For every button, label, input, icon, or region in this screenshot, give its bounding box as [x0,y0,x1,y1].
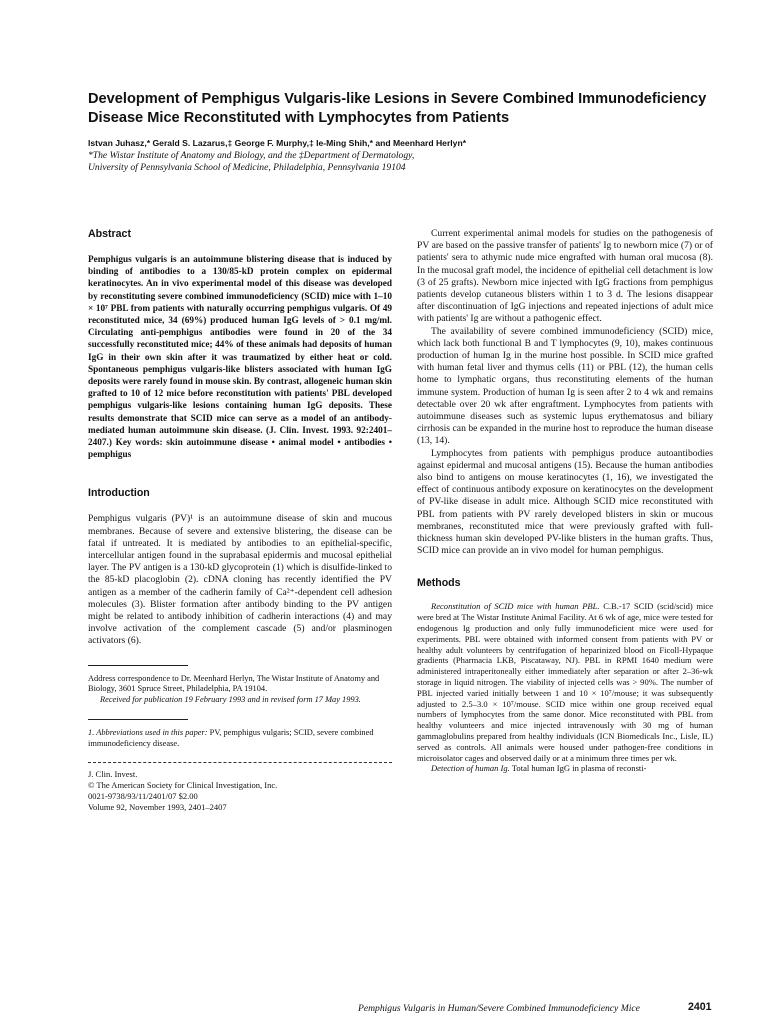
methods-heading: Methods [417,577,461,590]
methods-paragraph [417,601,713,763]
methods-text: Total human IgG in plasma of reconsti- [511,763,647,774]
abstract-heading: Abstract [88,228,131,240]
running-title: Pemphigus Vulgaris in Human/Severe Combined Immunodeficiency Mice [358,1003,640,1014]
methods-subheading: Detection of human Ig. [431,763,510,774]
abbreviations-note [88,728,392,749]
body-paragraph: Current experimental animal models for studies on the pathogenesis of PV are based on the passive transfer of patients' Ig to newborn mice (7) or of patients' sera to athymic nude mice engrafted with human oral mucosa (8). In the mucosal graft model, the incidence of epithelial cell detachment is low (3 of 25 grafts). Newborn mice injected with IgG fractions from pemphigus patients develop cutaneous blisters within 1 to 3 d. The lesions disappear after discontinuation of IgG injections and repeated injections of adult mice with patients' Ig are without a pathogenic effect. [417,228,713,325]
author-list: Istvan Juhasz,* Gerald S. Lazarus,‡ George F. Murphy,‡ Ie-Ming Shih,* and Meenhard Herlyn* [88,138,467,148]
right-column [417,228,713,774]
affiliation-line: *The Wistar Institute of Anatomy and Biology, and the ‡Department of Dermatology, [88,150,415,161]
left-column [88,228,392,813]
journal-info [88,769,392,813]
methods-subheading: Reconstitution of SCID mice with human PBL. [431,601,600,612]
paper-title: Development of Pemphigus Vulgaris-like Lesions in Severe Combined Immunodeficiency Disease Mice Reconstituted with Lymphocytes from Patients [88,91,707,126]
body-paragraph: Lymphocytes from patients with pemphigus produce autoantibodies against epidermal and mucosal antigens (15). Because the human antibodies also bind to antigens on mouse keratinocytes (1, 16), we investigated the effect of continuous antibody exposure on keratinocytes on the development of PV-like disease in adult mice. Although SCID mice reconstituted with PBL from patients with PV rarely developed blisters in skin or mucous membranes, reconstituted mice that were previously grafted with full-thickness human skin developed PV-like blisters in the human grafts. Thus, SCID mice can provide an in vivo model for human pemphigus. [417,447,713,557]
correspondence-note: Address correspondence to Dr. Meenhard Herlyn, The Wistar Institute of Anatomy and Biology, 3601 Spruce Street, Philadelphia, PA 19104. [88,673,380,694]
page-number: 2401 [688,1001,712,1013]
journal-line: © The American Society for Clinical Investigation, Inc. [88,779,278,790]
abbreviations-text: PV, pemphigus vulgaris; SCID, severe combined immunodeficiency disease. [88,728,374,749]
journal-line: 0021-9738/93/11/2401/07 $2.00 [88,790,198,801]
methods-paragraph [417,763,713,774]
introduction-heading: Introduction [88,487,150,500]
abbreviations-label: 1. Abbreviations used in this paper: [88,728,208,738]
methods-text: C.B.-17 SCID (scid/scid) mice were bred at The Wistar Institute Animal Facility. At 6 wk of age, mice were tested for endogenous Ig production and only fully immunodeficient mice were used for experiments. PBL were obtained with informed consent from patients with PV or healthy adult volunteers by centrifugation of heparinized blood on Ficoll-Hypaque gradients (Pharmacia LKB, Piscataway, NJ). PBL in RPMI 1640 medium were administered intraperitoneally either immediately after separation or after 2–36-wk storage in liquid nitrogen. The viability of injected cells was > 90%. The number of PBL injected varied initially between 1 and 10 × 10⁷/mouse; it was subsequently adjusted to 2.5–3.0 × 10⁷/mouse. SCID mice within one group received equal numbers of lymphocytes from the same donor. Mice reconstituted with PBL from healthy volunteers and mice injected intravenously with 30 mg of human gammaglobulins prepared from healthy individuals (ICN Biomedicals Inc., Lisle, IL) served as controls. All animals were housed under pathogen-free conditions in microisolator cages and observed daily or at a minimum three times per wk. [417,601,713,763]
abstract-text: Pemphigus vulgaris is an autoimmune blistering disease that is induced by binding of antibodies to a 130/85-kD protein complex on epidermal keratinocytes. An in vivo experimental model of this disease was developed by reconstituting severe combined immunodeficiency (SCID) mice with 1–10 × 10⁷ PBL from patients with naturally occurring pemphigus vulgaris. Of 49 reconstituted mice, 34 (69%) produced human IgG levels of > 0.1 mg/ml. Circulating anti-pemphigus antibodies were found in 20 of the 34 successfully reconstituted mice; 44% of these animals had deposits of human IgG in their own skin after it was traumatized by either heat or cold. Spontaneous pemphigus vulgaris-like blisters associated with human IgG deposits were rarely found in mouse skin. By contrast, allogeneic human skin grafted to 10 of 12 mice before reconstitution with patients' PBL developed pemphigus vulgaris-like lesions containing human IgG deposits. These results demonstrate that SCID mice can serve as a model of an antibody-mediated human autoimmune skin disease. (J. Clin. Invest. 1993. 92:2401–2407.) Key words: skin autoimmune disease • animal model • antibodies • pemphigus [88,255,392,461]
journal-line: J. Clin. Invest. [88,768,138,779]
affiliation-line: University of Pennsylvania School of Medicine, Philadelphia, Pennsylvania 19104 [88,162,406,173]
journal-line: Volume 92, November 1993, 2401–2407 [88,801,227,812]
body-paragraph: The availability of severe combined immunodeficiency (SCID) mice, which lack both functional B and T lymphocytes (9, 10), makes continuous production of human Ig in the murine host possible. In SCID mice grafted with human fetal liver and thymus cells (11) or PBL (12), the human cells home to lymphatic organs, thus reconstituting elements of the human immune system. Production of human Ig is seen after 2 to 4 wk and remains detectable over 20 wk after engraftment. Lymphocytes from patients with autoimmune diseases such as systemic lupus erythematosus and biliary cirrhosis can be expanded in the murine host to reproduce the human disease (13, 14). [417,325,713,447]
affiliation [88,150,728,174]
received-note: Received for publication 19 February 1993 and in revised form 17 May 1993. [100,694,361,704]
introduction-paragraph: Pemphigus vulgaris (PV)¹ is an autoimmune disease of skin and mucous membranes. Because of severe and extensive blistering, the disease can be fatal if untreated. It is mediated by antibodies to an epithelial-specific, intercellular antigen found in the suprabasal epidermis and mucosal epithelial layer. The PV antigen is a 130-kD glycoprotein (1) which is disulfide-linked to the 85-kD placoglobin (2). cDNA cloning has recently identified the PV antigen as a member of the cadherin family of Ca²⁺-dependent cell adhesion molecules (3). Blister formation after antibody binding to the PV antigen might be related to antibody inhibition of cadherin interactions (4) and may involve activation of the complement cascade (5) and/or plasminogen activators (6). [88,513,392,647]
